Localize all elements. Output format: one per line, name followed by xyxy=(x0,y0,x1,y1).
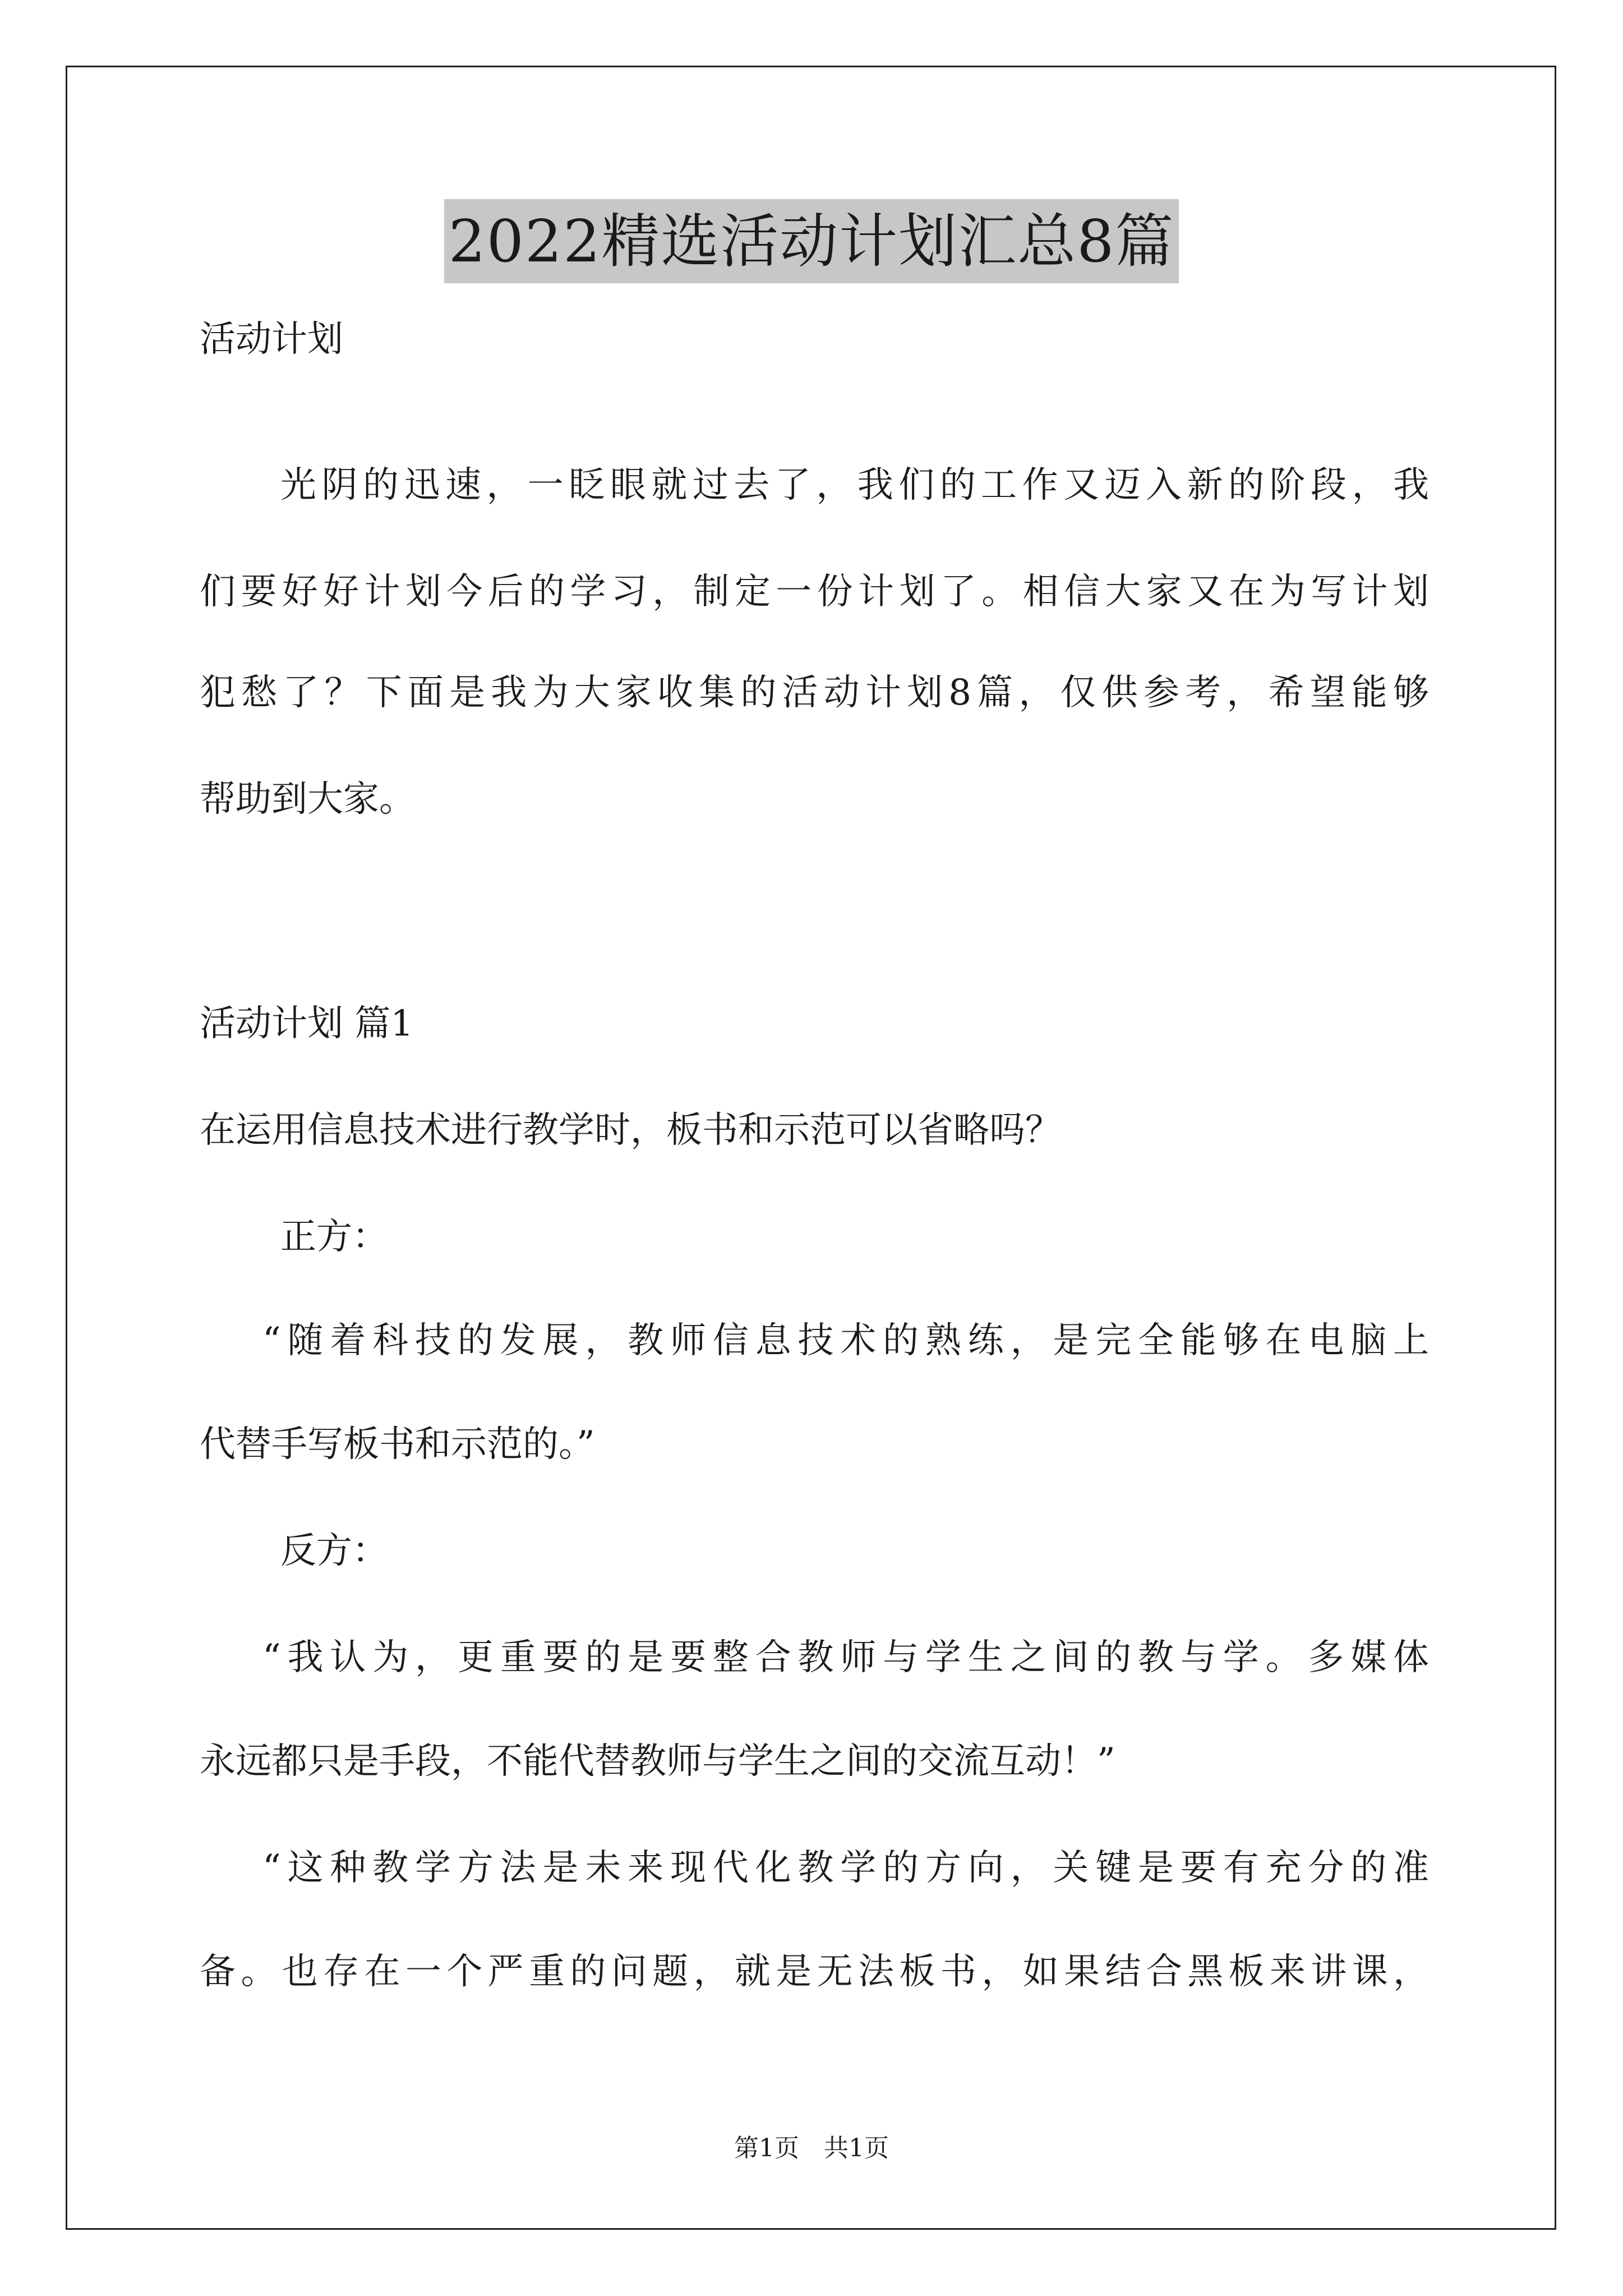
paragraph-line: 反方： xyxy=(280,1530,388,1572)
paragraph-line: “我认为，更重要的是要整合教师与学生之间的教与学。多媒体 xyxy=(262,1637,1429,1678)
paragraph-line: 正方： xyxy=(280,1216,388,1258)
paragraph-line: 帮助到大家。 xyxy=(200,779,415,820)
paragraph-line: 在运用信息技术进行教学时，板书和示范可以省略吗？ xyxy=(200,1110,1061,1151)
paragraph-line: 代替手写板书和示范的。” xyxy=(200,1424,595,1465)
document-title: 2022精选活动计划汇总8篇 xyxy=(444,199,1179,283)
section-heading: 活动计划 xyxy=(200,319,343,360)
title-container xyxy=(0,199,1623,283)
paragraph-line: 备。也存在一个严重的问题，就是无法板书，如果结合黑板来讲课， xyxy=(200,1951,1429,1993)
section-heading: 活动计划 篇1 xyxy=(200,1003,414,1045)
page-footer: 第1页 共1页 xyxy=(734,2134,889,2162)
paragraph-line: 犯愁了？下面是我为大家收集的活动计划8篇，仅供参考，希望能够 xyxy=(200,672,1429,714)
paragraph-line: 永远都只是手段，不能代替教师与学生之间的交流互动！” xyxy=(200,1741,1115,1782)
paragraph-line: 们要好好计划今后的学习，制定一份计划了。相信大家又在为写计划 xyxy=(200,571,1429,613)
paragraph-line: “这种教学方法是未来现代化教学的方向，关键是要有充分的准 xyxy=(262,1847,1429,1889)
paragraph-line: “随着科技的发展，教师信息技术的熟练，是完全能够在电脑上 xyxy=(262,1320,1429,1361)
paragraph-line: 光阴的迅速，一眨眼就过去了，我们的工作又迈入新的阶段，我 xyxy=(280,464,1429,506)
